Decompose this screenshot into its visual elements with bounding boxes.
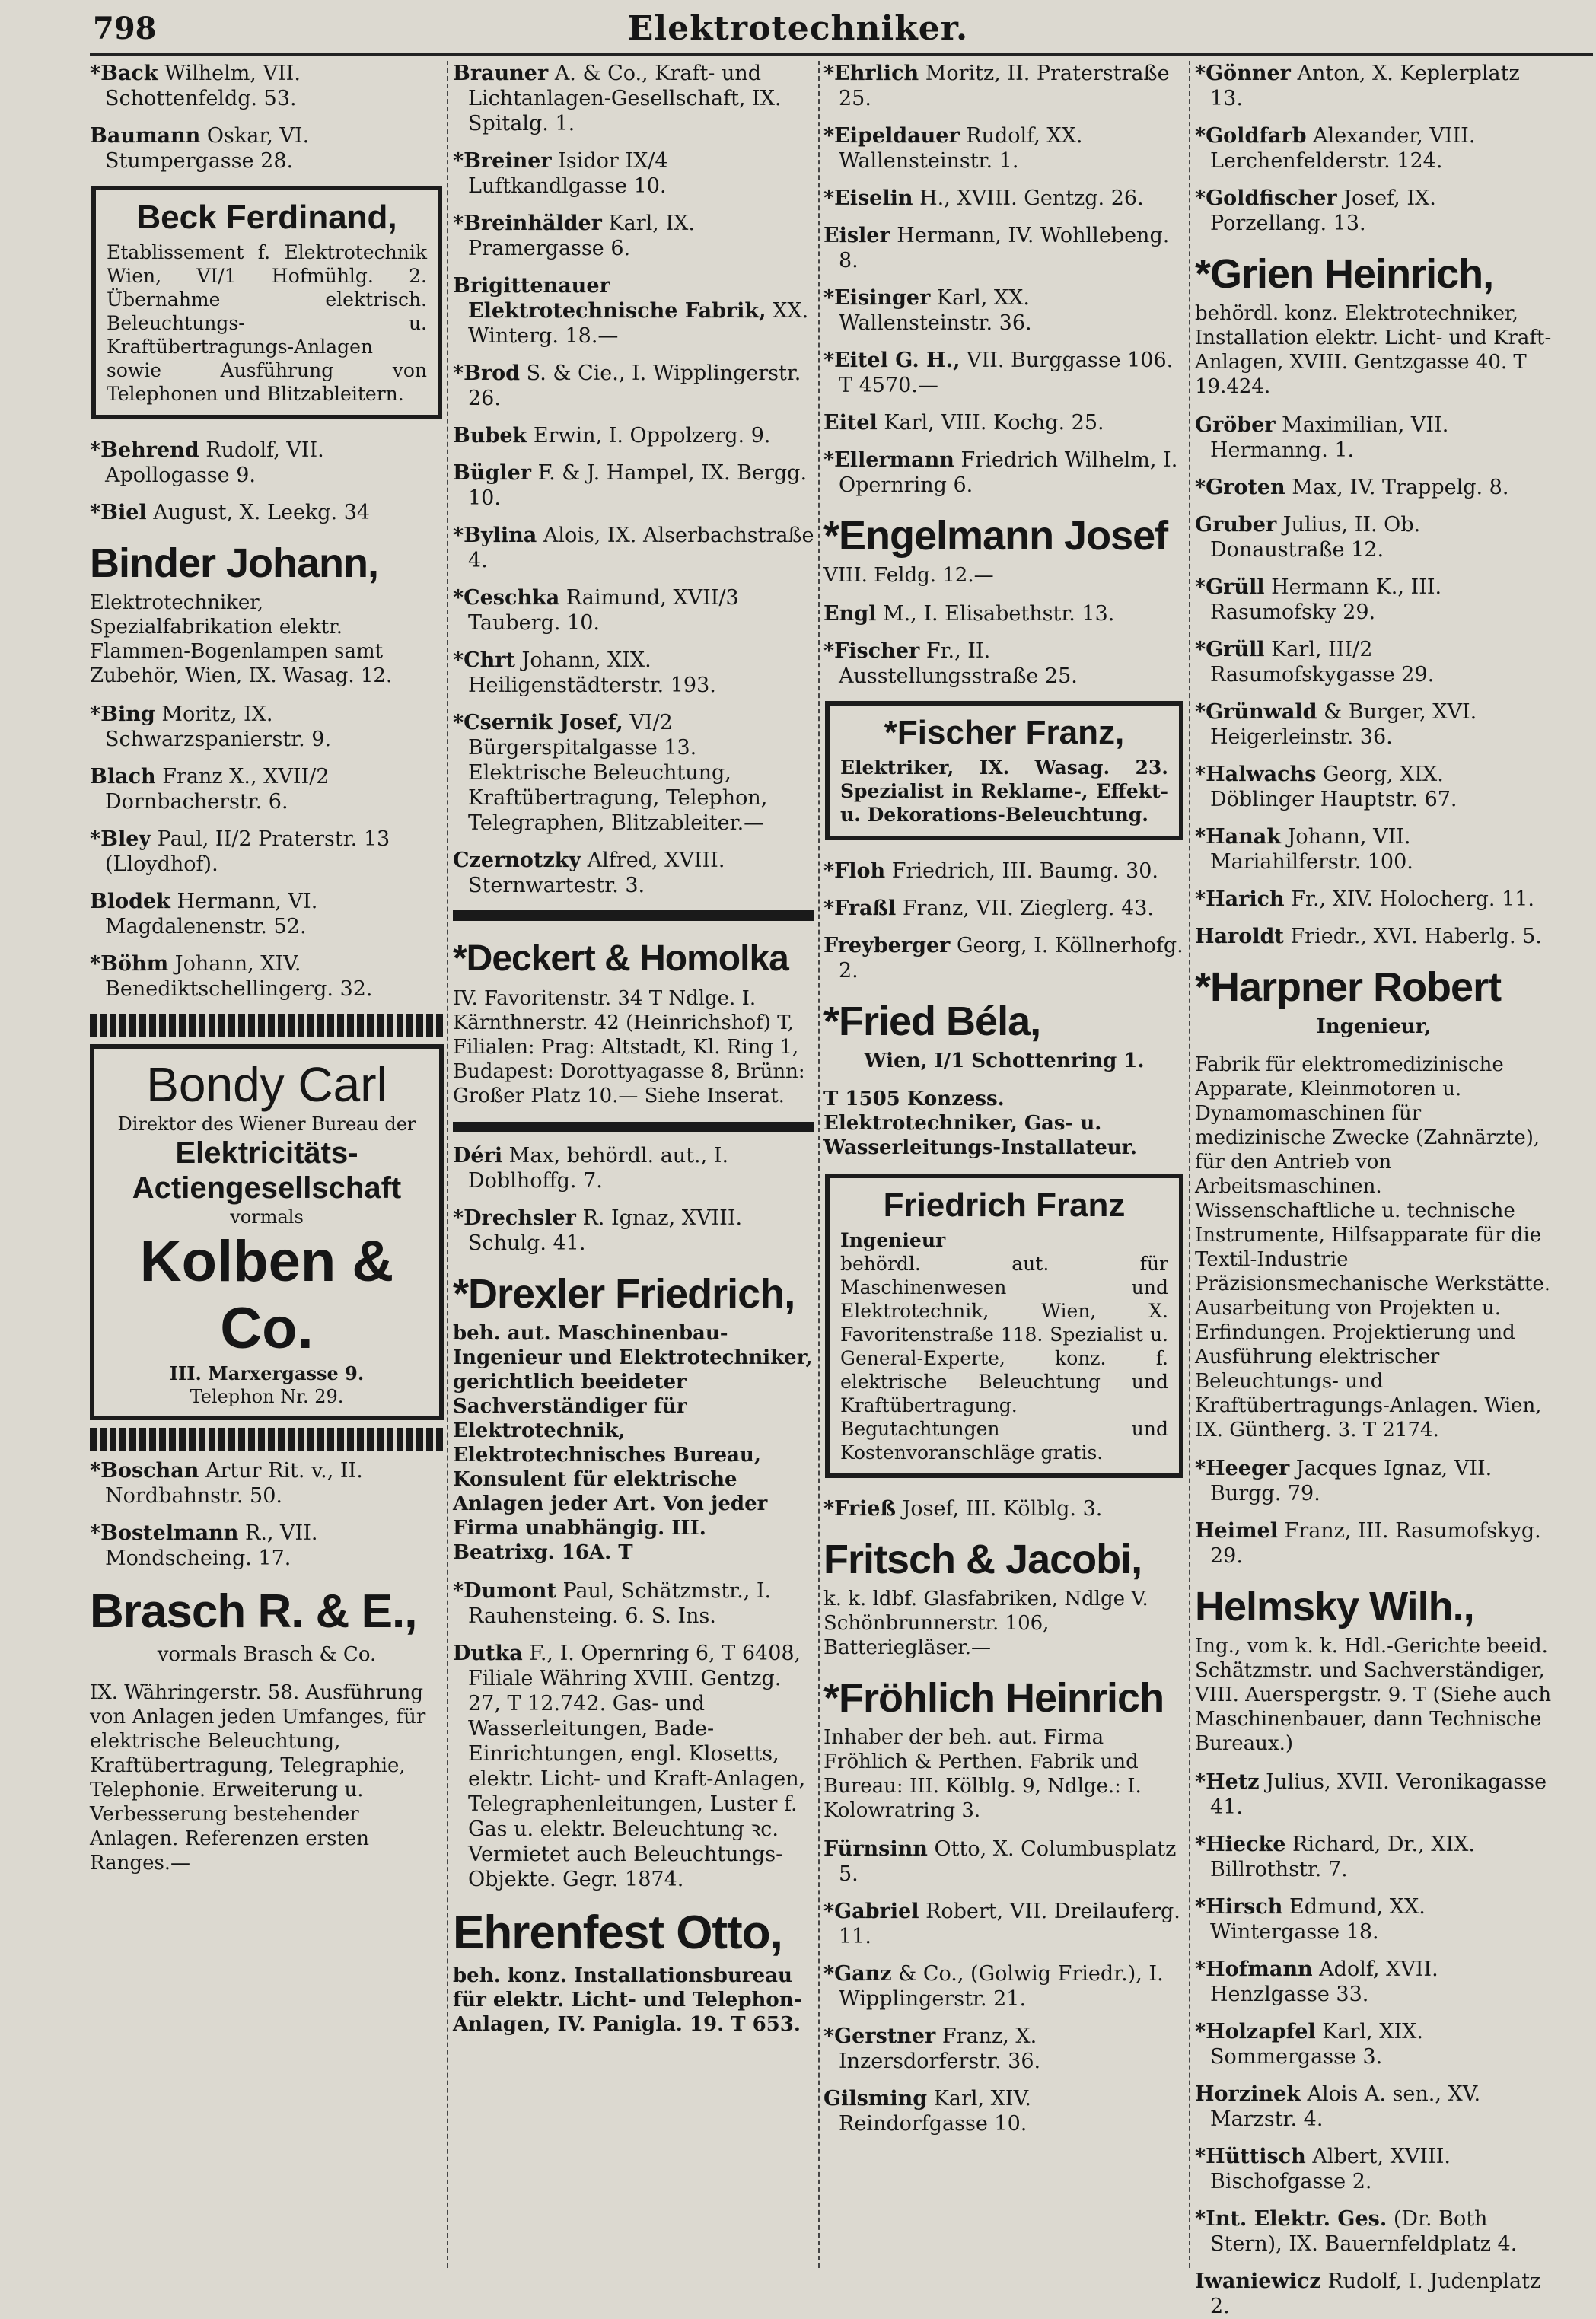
ornament-band xyxy=(90,1014,444,1037)
directory-entry: Blodek Hermann, VI. Magdalenenstr. 52. xyxy=(90,890,318,938)
header-rule xyxy=(90,53,1593,56)
directory-entry: *Chrt Johann, XIX. Heiligenstädterstr. 193. xyxy=(453,648,716,697)
heading-binder: Binder Johann, xyxy=(90,540,379,586)
directory-entry: Engl M., I. Elisabethstr. 13. xyxy=(823,602,1115,626)
directory-entry: *Eiselin H., XVIII. Gentzg. 26. xyxy=(823,186,1144,210)
directory-entry: *Floh Friedrich, III. Baumg. 30. xyxy=(823,859,1159,883)
heading-fritsch: Fritsch & Jacobi, xyxy=(823,1537,1142,1582)
heading-body: Elektrotechniker, Spezialfabrikation elektr. Flammen-Bogenlampen samt Zubehör, Wien, IX. Wasag. 12. xyxy=(90,591,393,687)
directory-entry: *Eipeldauer Rudolf, XX. Wallensteinstr. 1. xyxy=(823,124,1083,173)
directory-entry: *Bostelmann R., VII. Mondscheing. 17. xyxy=(90,1521,318,1570)
directory-entry: Brauner A. & Co., Kraft- und Lichtanlagen-Gesellschaft, IX. Spitalg. 1. xyxy=(453,62,782,135)
heading-brasch: Brasch R. & E., xyxy=(90,1585,417,1638)
directory-entry: Dutka F., I. Opernring 6, T 6408, Filiale Währing XVIII. Gentzg. 27, T 12.742. Gas- und Wasserleitungen, Bade-Einrichtungen, engl. Klosetts, elektr. Licht- und Kraft-Anlagen, Telegraphenleitungen, Luster f. Gas u. elektr. Beleuchtung ꝛc. Vermietet auch Beleuchtungs-Objekte. Gegr. 1874. xyxy=(453,1642,806,1891)
heading-deckert: *Deckert & Homolka xyxy=(453,938,788,979)
directory-entry: Gilsming Karl, XIV. Reindorfgasse 10. xyxy=(823,2087,1031,2136)
directory-entry: *Ceschka Raimund, XVII/3 Tauberg. 10. xyxy=(453,586,739,635)
directory-entry: *Ellermann Friedrich Wilhelm, I. Opernring 6. xyxy=(823,448,1178,497)
advertisement-fischer xyxy=(825,701,1183,840)
column-2 xyxy=(453,61,814,2283)
page-title: Elektrotechniker. xyxy=(627,9,969,48)
directory-entry: *Bley Paul, II/2 Praterstr. 13 (Lloydhof). xyxy=(90,827,390,876)
directory-entry: Freyberger Georg, I. Köllnerhofg. 2. xyxy=(823,934,1183,983)
heading-drexler: *Drexler Friedrich, xyxy=(453,1271,795,1317)
column-4: *Gönner Anton, X. Keplerplatz 13. *Goldfarb Alexander, VIII. Lerchenfelderstr. 124. *Goldfischer Josef, IX. Porzellang. 13. *Grien Heinrich, behördl. konz. Elektrotechniker, Installation elektr. Licht- und Kraft-Anlagen, XVIII. Gentzgasse 40. T 19.424. Gröber Maximilian, VII. Hermanng. 1. *Groten Max, IV. Trappelg. 8. Gruber Julius, II. Ob. Donaustraße 12. *Grüll Hermann K., III. Rasumofsky 29. *Grüll Karl, III/2 Rasumofskygasse 29. *Grünwald & Burger, XVI. Heigerleinstr. 36. *Halwachs Georg, XIX. Döblinger Hauptstr. 67. *Hanak Johann, VII. Mariahilferstr. 100. *Harich Fr., XIV. Holocherg. 11. Haroldt Friedr., XVI. Haberlg. 5. *Harpner Robert Ingenieur, Fabrik für elektromedizinische Apparate, Kleinmotoren u. Dynamomaschinen für medizinische Zwecke (Zahnärzte), für den Antrieb von Arbeitsmaschinen. Wissenschaftliche u. technische Instrumente, Hilfsapparate für die Textil-Industrie Präzisionsmechanische Werkstätte. Ausarbeitung von Projekten u. Erfindungen. Projektierung und Ausführung elektrischer Beleuchtungs- und Kraftübertragungs-Anlagen. Wien, IX. Güntherg. 3. T 2174. *Heeger Jacques Ignaz, VII. Burgg. 79. Heimel Franz, III. Rasumofskyg. 29. Helmsky Wilh., Ing., vom k. k. Hdl.-Gerichte beeid. Schätzmstr. und Sachverständiger, VIII. Auerspergstr. 9. T (Siehe auch Maschinenbauer, dann Technische Bureaux.) *Hetz Julius, XVII. Veronikagasse 41. *Hiecke Richard, Dr., XIX. Billrothstr. 7. *Hirsch Edmund, XX. Wintergasse 18. *Hofmann Adolf, XVII. Henzlgasse 33. *Holzapfel Karl, XIX. Sommergasse 3. Horzinek Alois A. sen., XV. Marzstr. 4. *Hüttisch Albert, XVIII. Bischofgasse 2. *Int. Elektr. Ges. (Dr. Both Stern), IX. Bauernfeldplatz 4. Iwaniewicz Rudolf, I. Judenplatz 2. xyxy=(1195,62,1552,2318)
heading-fried: *Fried Béla, xyxy=(823,999,1041,1044)
heading-body: T 1505 Konzess. Elektrotechniker, Gas- u. Wasserleitungs-Installateur. xyxy=(823,1088,1138,1159)
directory-entry: *Groten Max, IV. Trappelg. 8. xyxy=(1195,476,1509,499)
directory-entry: Haroldt Friedr., XVI. Haberlg. 5. xyxy=(1195,925,1542,948)
ad-title: *Fischer Franz, xyxy=(884,714,1125,751)
directory-entry: *Biel August, X. Leekg. 34 xyxy=(90,501,371,524)
heading-body: VIII. Feldg. 12.— xyxy=(823,564,994,587)
advertisement-friedrich: Friedrich Franz Ingenieur behördl. aut. für Maschinenwesen und Elektrotechnik, Wien, X. Favoritenstraße 118. Spezialist u. General-Experte, konz. f. elektrische Beleuchtung und Kraftübertragung. Begutachtungen und Kostenvoranschläge gratis. xyxy=(825,1174,1183,1478)
directory-entry: *Brod S. & Cie., I. Wipplingerstr. 26. xyxy=(453,362,801,410)
directory-entry: *Fraßl Franz, VII. Zieglerg. 43. xyxy=(823,897,1154,920)
heading-ehrenfest: Ehrenfest Otto, xyxy=(453,1906,782,1959)
directory-entry: *Gönner Anton, X. Keplerplatz 13. xyxy=(1195,62,1520,110)
ad-title: Bondy Carl xyxy=(146,1057,387,1112)
ad-body: Etablissement f. Elektrotechnik Wien, VI/1 Hofmühlg. 2. Übernahme elektrisch. Beleuchtungs- u. Kraftübertragungs-Anlagen sowie Ausführung von Telephonen und Blitzableitern. xyxy=(107,241,427,405)
directory-entry: Baumann Oskar, VI. Stumpergasse 28. xyxy=(90,124,310,173)
heading-body: Fabrik für elektromedizinische Apparate, Kleinmotoren u. Dynamomaschinen für medizinische Zwecke (Zahnärzte), für den Antrieb von Arbeitsmaschinen. Wissenschaftliche u. technische Instrumente, Hilfsapparate für die Textil-Industrie Präzisionsmechanische Werkstätte. Ausarbeitung von Projekten u. Erfindungen. Projektierung und Ausführung elektrischer Beleuchtungs- und Kraftübertragungs-Anlagen. Wien, IX. Güntherg. 3. T 2174. xyxy=(1195,1053,1551,1441)
ornament-band xyxy=(90,1428,444,1451)
directory-entry: *Harich Fr., XIV. Holocherg. 11. xyxy=(1195,887,1535,911)
directory-entry: *Bylina Alois, IX. Alserbachstraße 4. xyxy=(453,524,814,572)
directory-entry: *Int. Elektr. Ges. (Dr. Both Stern), IX. Bauernfeldplatz 4. xyxy=(1195,2207,1518,2256)
directory-entry: *Goldfischer Josef, IX. Porzellang. 13. xyxy=(1195,186,1436,235)
heading-helmsky: Helmsky Wilh., xyxy=(1195,1584,1474,1629)
directory-entry: Gröber Maximilian, VII. Hermanng. 1. xyxy=(1195,413,1449,462)
directory-entry: Eitel Karl, VIII. Kochg. 25. xyxy=(823,411,1104,435)
directory-entry: *Gerstner Franz, X. Inzersdorferstr. 36. xyxy=(823,2024,1041,2073)
page-header xyxy=(0,0,1596,55)
directory-entry: Fürnsinn Otto, X. Columbusplatz 5. xyxy=(823,1837,1177,1886)
directory-entry: Horzinek Alois A. sen., XV. Marzstr. 4. xyxy=(1195,2082,1481,2131)
directory-entry: *Hüttisch Albert, XVIII. Bischofgasse 2. xyxy=(1195,2145,1451,2193)
heading-froehlich: *Fröhlich Heinrich xyxy=(823,1675,1164,1721)
directory-entry: *Fischer Fr., II. Ausstellungsstraße 25. xyxy=(823,639,1078,688)
directory-entry: *Goldfarb Alexander, VIII. Lerchenfelderstr. 124. xyxy=(1195,124,1476,173)
heading-body: Ing., vom k. k. Hdl.-Gerichte beeid. Schätzmstr. und Sachverständiger, VIII. Auerspergstr. 9. T (Siehe auch Maschinenbauer, dann Technische Bureaux.) xyxy=(1195,1635,1552,1755)
ad-title: Friedrich Franz xyxy=(883,1187,1126,1224)
directory-entry: *Breinhälder Karl, IX. Pramergasse 6. xyxy=(453,212,695,260)
directory-entry: *Hofmann Adolf, XVII. Henzlgasse 33. xyxy=(1195,1957,1438,2006)
directory-entry: Heimel Franz, III. Rasumofskyg. 29. xyxy=(1195,1519,1541,1568)
directory-entry: *Grüll Hermann K., III. Rasumofsky 29. xyxy=(1195,575,1442,624)
directory-entry: *Ganz & Co., (Golwig Friedr.), I. Wipplingerstr. 21. xyxy=(823,1962,1164,2011)
directory-entry: *Böhm Johann, XIV. Benediktschellingerg. 32. xyxy=(90,952,373,1001)
directory-entry: *Halwachs Georg, XIX. Döblinger Hauptstr. 67. xyxy=(1195,763,1457,811)
section-rule xyxy=(453,1122,814,1132)
directory-entry: *Frieß Josef, III. Kölblg. 3. xyxy=(823,1497,1103,1521)
heading-body: beh. konz. Installationsbureau für elektr. Licht- und Telephon-Anlagen, IV. Panigla. 19. T 653. xyxy=(453,1964,802,2036)
heading-body: k. k. ldbf. Glasfabriken, Ndlge V. Schönbrunnerstr. 106, Batteriegläser.— xyxy=(823,1588,1148,1659)
directory-entry: Déri Max, behördl. aut., I. Doblhoffg. 7. xyxy=(453,1144,729,1193)
directory-entry: Blach Franz X., XVII/2 Dornbacherstr. 6. xyxy=(90,765,330,814)
directory-entry: *Bing Moritz, IX. Schwarzspanierstr. 9. xyxy=(90,702,332,751)
directory-entry: Eisler Hermann, IV. Wohllebeng. 8. xyxy=(823,224,1170,272)
heading-body: beh. aut. Maschinenbau-Ingenieur und Elektrotechniker, gerichtlich beeideter Sachverständiger für Elektrotechnik, Elektrotechnisches Bureau, Konsulent für elektrische Anlagen jeder Art. Von jeder Firma unabhängig. III. Beatrixg. 16A. T xyxy=(453,1322,813,1564)
heading-body: Inhaber der beh. aut. Firma Fröhlich & Perthen. Fabrik und Bureau: III. Kölblg. 9, Ndlge.: I. Kolowratring 3. xyxy=(823,1726,1142,1822)
directory-entry: *Holzapfel Karl, XIX. Sommergasse 3. xyxy=(1195,2020,1423,2069)
directory-entry: *Ehrlich Moritz, II. Praterstraße 25. xyxy=(823,62,1170,110)
directory-entry: Brigittenauer Elektrotechnische Fabrik, XX. Winterg. 18.— xyxy=(453,274,809,348)
heading-body: behördl. konz. Elektrotechniker, Installation elektr. Licht- und Kraft-Anlagen, XVIII. Gentzgasse 40. T 19.424. xyxy=(1195,302,1552,398)
heading-grien: *Grien Heinrich, xyxy=(1195,251,1494,297)
directory-entry: *Dumont Paul, Schätzmstr., I. Rauhensteing. 6. S. Ins. xyxy=(453,1579,772,1628)
ad-title: Beck Ferdinand, xyxy=(136,199,397,236)
section-rule xyxy=(453,910,814,921)
heading-body: IV. Favoritenstr. 34 T Ndlge. I. Kärnthnerstr. 42 (Heinrichshof) T, Filialen: Prag: Altstadt, Kl. Ring 1, Budapest: Dorottyagasse 8, Brünn: Großer Platz 10.— Siehe Inserat. xyxy=(453,987,805,1107)
directory-entry: *Back Wilhelm, VII. Schottenfeldg. 53. xyxy=(90,62,301,110)
directory-entry: *Breiner Isidor IX/4 Luftkandlgasse 10. xyxy=(453,149,668,198)
column-divider xyxy=(1189,61,1190,2268)
heading-engelmann: *Engelmann Josef xyxy=(823,513,1168,559)
directory-entry: *Hirsch Edmund, XX. Wintergasse 18. xyxy=(1195,1895,1426,1944)
directory-entry: Czernotzky Alfred, XVIII. Sternwartestr. 3. xyxy=(453,849,725,897)
advertisement-beck xyxy=(91,186,442,419)
directory-entry: *Grüll Karl, III/2 Rasumofskygasse 29. xyxy=(1195,638,1435,686)
directory-entry: *Drechsler R. Ignaz, XVIII. Schulg. 41. xyxy=(453,1206,743,1255)
directory-entry: *Hanak Johann, VII. Mariahilferstr. 100. xyxy=(1195,825,1413,874)
ad-body: Elektriker, IX. Wasag. 23. Spezialist in Reklame-, Effekt- u. Dekorations-Beleuchtung. xyxy=(840,757,1168,826)
directory-entry: *Gabriel Robert, VII. Dreilauferg. 11. xyxy=(823,1900,1180,1948)
heading-body: IX. Währingerstr. 58. Ausführung von Anlagen jeden Umfanges, für elektrische Beleuchtung, Kraftübertragung, Telegraphie, Telephonie. Erweiterung u. Verbesserung bestehender Anlagen. Referenzen ersten Ranges.— xyxy=(90,1681,426,1875)
page-number: 798 xyxy=(93,11,157,46)
column-1: *Back Wilhelm, VII. Schottenfeldg. 53. Baumann Oskar, VI. Stumpergasse 28. Beck Ferdinand, Etablissement f. Elektrotechnik Wien, VI/1 Hofmühlg. 2. Übernahme elektrisch. Beleuchtungs- u. Kraftübertragungs-Anlagen sowie Ausführung von Telephonen und Blitzableitern. *Behrend Rudolf, VII. Apollogasse 9. *Biel August, X. Leekg. 34 Binder Johann, Elektrotechniker, Spezialfabrikation elektr. Flammen-Bogenlampen samt Zubehör, Wien, IX. Wasag. 12. *Bing Moritz, IX. Schwarzspanierstr. 9. Blach Franz X., XVII/2 Dornbacherstr. 6. *Bley Paul, II/2 Praterstr. 13 (Lloydhof). Blodek Hermann, VI. Magdalenenstr. 52. *Böhm Johann, XIV. Benediktschellingerg. 32. Bondy Carl Direktor des Wiener Bureau der Elektricitäts- Actiengesellschaft vormals Kolben & Co. III. Marxergasse 9. Telephon Nr. 29. *Boschan Artur Rit. v., II. Nordbahnstr. 50. *Bostelmann R., VII. Mondscheing. 17. Brasch R. & E., vormals Brasch & Co. IX. Währingerstr. 58. Ausführung von Anlagen jeden Umfanges, für elektrische Beleuchtung, Kraftübertragung, Telegraphie, Telephonie. Erweiterung u. Verbesserung bestehender Anlagen. Referenzen ersten Ranges.— xyxy=(90,61,444,2283)
column-divider xyxy=(818,61,820,2268)
advertisement-bondy: Bondy Carl Direktor des Wiener Bureau der Elektricitäts- Actiengesellschaft vormals Kolben & Co. III. Marxergasse 9. Telephon Nr. 29. xyxy=(90,1044,444,1420)
directory-entry: Gruber Julius, II. Ob. Donaustraße 12. xyxy=(1195,513,1421,562)
directory-entry: *Boschan Artur Rit. v., II. Nordbahnstr. 50. xyxy=(90,1459,363,1508)
directory-entry: *Heeger Jacques Ignaz, VII. Burgg. 79. xyxy=(1195,1457,1492,1505)
directory-entry: Bügler F. & J. Hampel, IX. Bergg. 10. xyxy=(453,461,808,510)
column-divider xyxy=(447,61,448,2268)
directory-entry: *Grünwald & Burger, XVI. Heigerleinstr. 36. xyxy=(1195,700,1477,749)
ad-body: behördl. aut. für Maschinenwesen und Elektrotechnik, Wien, X. Favoritenstraße 118. Spezialist u. General-Experte, konz. f. elektrische Beleuchtung und Kraftübertragung. Begutachtungen und Kostenvoranschläge gratis. xyxy=(840,1253,1168,1464)
directory-entry: Iwaniewicz Rudolf, I. Judenplatz 2. xyxy=(1195,2270,1541,2318)
directory-entry: *Eitel G. H., VII. Burggasse 106. T 4570.— xyxy=(823,349,1174,397)
directory-entry: *Hiecke Richard, Dr., XIX. Billrothstr. 7. xyxy=(1195,1833,1475,1881)
directory-entry: *Behrend Rudolf, VII. Apollogasse 9. xyxy=(90,438,324,487)
directory-entry: *Eisinger Karl, XX. Wallensteinstr. 36. xyxy=(823,286,1032,335)
column-3: *Ehrlich Moritz, II. Praterstraße 25. *Eipeldauer Rudolf, XX. Wallensteinstr. 1. *Eiselin H., XVIII. Gentzg. 26. Eisler Hermann, IV. Wohllebeng. 8. *Eisinger Karl, XX. Wallensteinstr. 36. *Eitel G. H., VII. Burggasse 106. T 4570.— Eitel Karl, VIII. Kochg. 25. *Ellermann Friedrich Wilhelm, I. Opernring 6. *Engelmann Josef VIII. Feldg. 12.— Engl M., I. Elisabethstr. 13. *Fischer Fr., II. Ausstellungsstraße 25. *Fischer Franz, Elektriker, IX. Wasag. 23. Spezialist in Reklame-, Effekt- u. Dekorations-Beleuchtung. *Floh Friedrich, III. Baumg. 30. *Fraßl Franz, VII. Zieglerg. 43. Freyberger Georg, I. Köllnerhofg. 2. *Fried Béla, Wien, I/1 Schottenring 1. T 1505 Konzess. Elektrotechniker, Gas- u. Wasserleitungs-Installateur. Friedrich Franz Ingenieur behördl. aut. für Maschinenwesen und Elektrotechnik, Wien, X. Favoritenstraße 118. Spezialist u. General-Experte, konz. f. elektrische Beleuchtung und Kraftübertragung. Begutachtungen und Kostenvoranschläge gratis. *Frieß Josef, III. Kölblg. 3. Fritsch & Jacobi, k. k. ldbf. Glasfabriken, Ndlge V. Schönbrunnerstr. 106, Batteriegläser.— *Fröhlich Heinrich Inhaber der beh. aut. Firma Fröhlich & Perthen. Fabrik und Bureau: III. Kölblg. 9, Ndlge.: I. Kolowratring 3. Fürnsinn Otto, X. Columbusplatz 5. *Gabriel Robert, VII. Dreilauferg. 11. *Ganz & Co., (Golwig Friedr.), I. Wipplingerstr. 21. *Gerstner Franz, X. Inzersdorferstr. 36. Gilsming Karl, XIV. Reindorfgasse 10. xyxy=(823,61,1185,2283)
directory-entry: *Csernik Josef, VI/2 Bürgerspitalgasse 13. Elektrische Beleuchtung, Kraftübertragung, Telephon, Telegraphen, Blitzableiter.— xyxy=(453,711,768,835)
directory-entry: *Hetz Julius, XVII. Veronikagasse 41. xyxy=(1195,1770,1547,1819)
heading-harpner: *Harpner Robert xyxy=(1195,964,1502,1010)
directory-entry: Bubek Erwin, I. Oppolzerg. 9. xyxy=(453,424,771,448)
